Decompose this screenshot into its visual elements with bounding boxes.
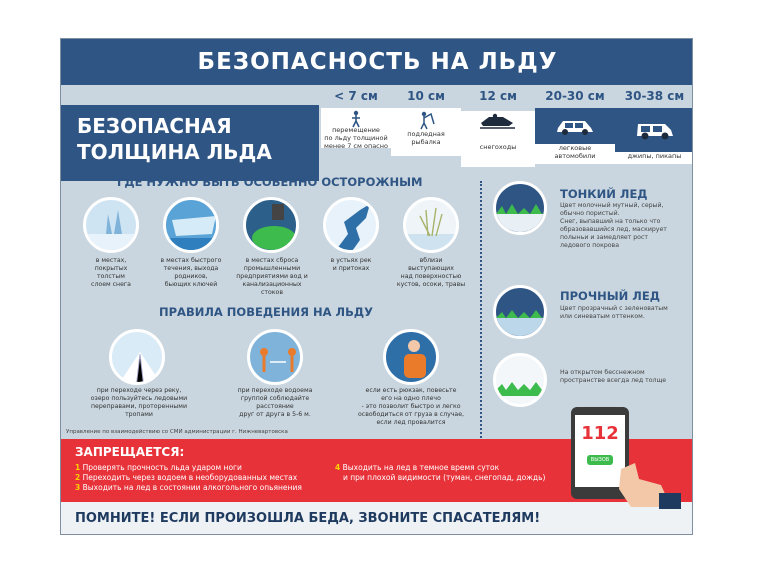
thin-ice-text: Цвет молочный мутный, серый, обычно пористый. Снег, выпавший на только что образовавшийся лед, маскирует полыньи и замедляет рост ледового покрова <box>560 202 667 249</box>
ice-crossing-icon <box>109 329 165 385</box>
strong-ice-text: Цвет прозрачный с зеленоватым или синеватым оттенком. <box>560 305 668 320</box>
strong-ice-heading: ПРОЧНЫЙ ЛЕД <box>560 289 660 303</box>
forbidden-item: 1 Проверять прочность льда ударом ноги <box>75 463 242 472</box>
forbidden-item: 4 Выходить на лед в темное время суток <box>335 463 500 472</box>
snow-ice-icon <box>83 197 139 253</box>
thickness-col-2: 10 см подледная рыбалка <box>391 87 461 156</box>
forbidden-item: 3 Выходить на лед в состоянии алкогольного опьянения <box>75 483 302 492</box>
rules-caption-3: если есть рюкзак, повесьте его на одно плечо - это позволит быстро и легко освободиться от груза в случае, если лед провалится <box>358 387 464 426</box>
safe-thickness-title <box>61 105 319 181</box>
thickness-value: 20-30 см <box>545 89 605 103</box>
snowmobile-icon <box>479 113 517 133</box>
rules-caption-2: при переходе водоема группой соблюдайте расстояние друг от друга в 5-6 м. <box>237 387 313 418</box>
backpack-icon <box>383 329 439 385</box>
careful-caption-2: в местах быстрого течения, выхода родников, бьющих ключей <box>160 257 222 288</box>
footer-note: Управление по взаимодействию со СМИ администрации г. Нижневартовска <box>66 429 288 435</box>
careful-heading: ГДЕ НУЖНО БЫТЬ ОСОБЕННО ОСТОРОЖНЫМ <box>117 175 423 189</box>
remember-banner: ПОМНИТЕ! ЕСЛИ ПРОИЗОШЛА БЕДА, ЗВОНИТЕ СПАСАТЕЛЯМ! <box>61 502 693 535</box>
careful-caption-4: в устьях рек и притоках <box>330 257 372 272</box>
fisherman-icon <box>417 110 435 134</box>
forbidden-item-cont: и при плохой видимости (туман, снегопад, дождь) <box>343 473 546 482</box>
thickness-value: 30-38 см <box>624 89 685 103</box>
thickness-col-4: 20-30 см легковые автомобили <box>535 87 615 164</box>
walking-person-icon <box>349 110 363 132</box>
safe-title-line1: БЕЗОПАСНАЯ <box>77 114 232 138</box>
forbidden-item: 2 Переходить через водоем в необорудованных местах <box>75 473 298 482</box>
rules-caption-1: при переходе через реку, озеро пользуйтесь ледовыми переправами, проторенными тропами <box>90 387 188 418</box>
careful-caption-5: вблизи выступающих над поверхностью кустов, осоки, травы <box>396 257 466 288</box>
open-ice-icon <box>493 353 547 407</box>
hand-icon <box>601 449 681 509</box>
car-icon <box>555 116 595 140</box>
emergency-number: 112 <box>581 423 619 444</box>
forbidden-heading: ЗАПРЕЩАЕТСЯ: <box>75 445 185 459</box>
thin-ice-icon <box>493 181 547 235</box>
careful-caption-3: в местах сброса промышленными предприятиями вод и канализационных стоков <box>236 257 308 296</box>
careful-caption-1: в местах, покрытых толстым слоем снега <box>91 257 131 288</box>
reeds-icon <box>403 197 459 253</box>
thickness-col-5: 30-38 см джипы, пикапы <box>615 87 693 164</box>
open-ice-text: На открытом бесснежном пространстве всегда лед толще <box>560 369 667 384</box>
poster <box>60 38 693 535</box>
thickness-col-3: 12 см снегоходы <box>461 87 535 167</box>
poster-title: БЕЗОПАСНОСТЬ НА ЛЬДУ <box>61 39 693 85</box>
call-button: ВЫЗОВ <box>587 455 613 465</box>
safe-title-line2: ТОЛЩИНА ЛЬДА <box>77 140 272 164</box>
group-distance-icon <box>247 329 303 385</box>
jeep-icon <box>635 118 675 144</box>
thickness-value: 12 см <box>479 89 517 103</box>
vertical-divider <box>480 181 482 441</box>
fast-current-icon <box>163 197 219 253</box>
thin-ice-heading: ТОНКИЙ ЛЕД <box>560 187 648 201</box>
river-mouth-icon <box>323 197 379 253</box>
strong-ice-icon <box>493 285 547 339</box>
thickness-col-1: < 7 см перемещение по льду толщиной менее 7 см опасно <box>321 87 391 148</box>
thickness-value: 10 см <box>407 89 445 103</box>
discharge-pipe-icon <box>243 197 299 253</box>
rules-heading: ПРАВИЛА ПОВЕДЕНИЯ НА ЛЬДУ <box>159 305 373 319</box>
thickness-value: < 7 см <box>334 89 378 103</box>
